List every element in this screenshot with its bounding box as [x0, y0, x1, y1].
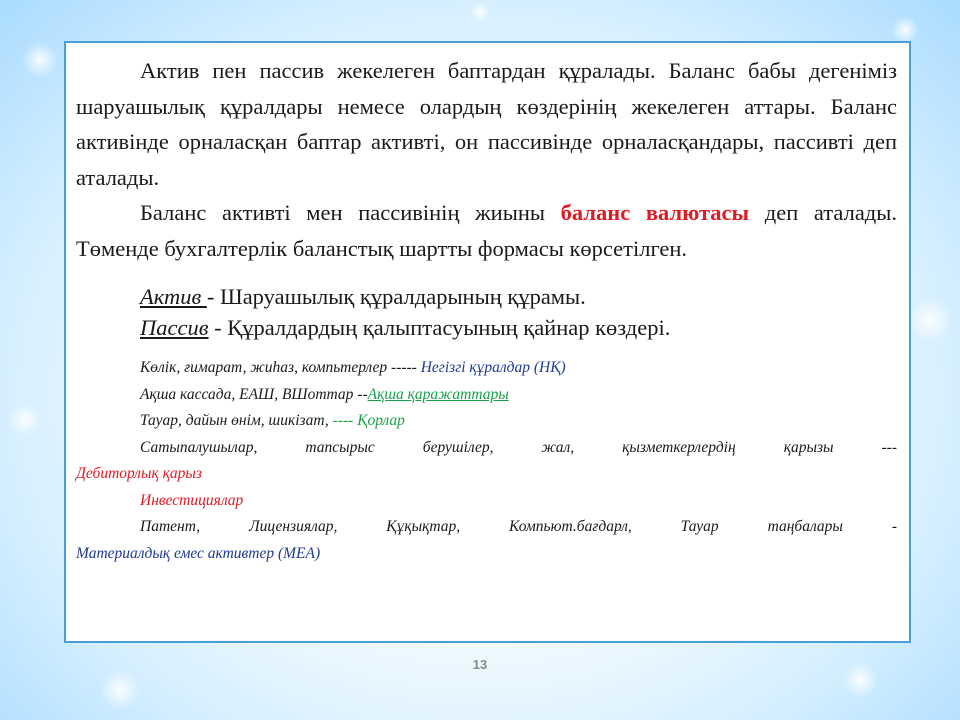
- term-passive: Пассив: [140, 314, 209, 340]
- definition-passive: [140, 313, 897, 344]
- list-item: [76, 382, 897, 409]
- list-item-category-line: Дебиторлық қарыз: [76, 465, 202, 482]
- list-item-text: Тауар, дайын өнім, шикізат,: [140, 412, 333, 429]
- list-item: [76, 408, 897, 435]
- asset-list: [76, 355, 897, 567]
- page-number: 13: [472, 657, 488, 672]
- definition-passive-text: - Құралдардың қалыптасуының қайнар көздері.: [208, 314, 671, 340]
- definition-active-text: - Шаруашылық құралдарының құрамы.: [206, 284, 586, 309]
- list-item: Инвестициялар: [140, 491, 244, 509]
- paragraph-1: Актив пен пассив жекелеген баптардан құралады. Баланс бабы дегеніміз шаруашылық құралдары немесе олардың көздерінің жекелеген аттары. Баланс активінде орналасқан баптар активті, он пассивінде орналасқандары, пассивті деп аталады.: [76, 58, 897, 190]
- list-item-category: Ақша қаражаттары: [367, 385, 509, 403]
- balance-currency-highlight: баланс валютасы: [560, 200, 750, 225]
- list-item-text: Сатыпалушылар, тапсырыс берушілер, жал, қызметкерлердің қарызы ---: [140, 438, 897, 456]
- content-panel: [64, 41, 911, 643]
- list-item: [76, 514, 897, 541]
- list-item-text: Патент, Лицензиялар, Құқықтар, Компьют.бағдарл, Тауар таңбалары -: [140, 518, 897, 535]
- list-item: [76, 435, 897, 462]
- term-active: Актив: [140, 284, 207, 309]
- definition-active: [140, 282, 897, 313]
- paragraph-2-end: деп аталады. Төменде бухгалтерлік баланстық шартты формасы көрсетілген.: [76, 200, 898, 261]
- definitions: [76, 282, 897, 343]
- paragraph-2: [76, 195, 897, 266]
- list-item: [76, 355, 897, 382]
- list-item-text: Ақша кассада, ЕАШ, ВШоттар --: [140, 385, 368, 403]
- paragraph-2-start: Баланс активті мен пассивінің жиыны: [140, 200, 561, 225]
- list-item-category-line: Материалдық емес активтер (МЕА): [76, 544, 321, 562]
- list-item-category: ---- Қорлар: [332, 412, 405, 429]
- list-item-text: Көлік, ғимарат, жиһаз, компьтерлер -----: [140, 359, 421, 376]
- list-item-category: Негізгі құралдар (НҚ): [420, 359, 566, 376]
